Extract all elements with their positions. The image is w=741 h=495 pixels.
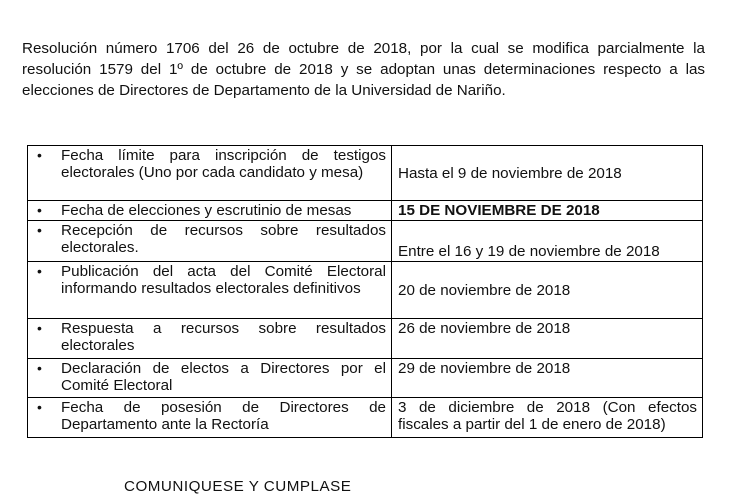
closing-formula: COMUNIQUESE Y CUMPLASE [124,478,352,495]
table-row [28,262,703,319]
activity-text: Respuesta a recursos sobre resultados electorales [61,320,386,354]
activity-text: Fecha límite para inscripción de testigos electorales (Uno por cada candidato y mesa) [61,147,386,181]
table-row [28,221,703,262]
date-cell: 29 de noviembre de 2018 [392,359,703,398]
activity-cell [28,398,392,438]
activity-cell [28,146,392,201]
table-row [28,146,703,201]
activity-cell [28,221,392,262]
bullet-icon: • [37,360,42,376]
table-row [28,359,703,398]
election-schedule-table [27,145,703,438]
activity-text: Declaración de electos a Directores por el Comité Electoral [61,360,386,394]
activity-cell [28,319,392,359]
bullet-icon: • [37,222,42,238]
table-row [28,201,703,221]
table-row [28,398,703,438]
activity-cell [28,201,392,221]
bullet-icon: • [37,263,42,279]
bullet-icon: • [37,147,42,163]
bullet-icon: • [37,399,42,415]
date-cell: Entre el 16 y 19 de noviembre de 2018 [392,221,703,262]
activity-text: Fecha de elecciones y escrutinio de mesas [61,202,352,219]
activity-text: Fecha de posesión de Directores de Departamento ante la Rectoría [61,399,386,433]
bullet-icon: • [37,320,42,336]
activity-text: Recepción de recursos sobre resultados electorales. [61,222,386,256]
date-cell: 3 de diciembre de 2018 (Con efectos fiscales a partir del 1 de enero de 2018) [392,398,703,438]
table-row [28,319,703,359]
date-cell: 26 de noviembre de 2018 [392,319,703,359]
bullet-icon: • [37,202,42,218]
date-cell: Hasta el 9 de noviembre de 2018 [392,146,703,201]
date-cell: 15 DE NOVIEMBRE DE 2018 [392,201,703,221]
activity-cell [28,359,392,398]
resolution-intro-paragraph: Resolución número 1706 del 26 de octubre de 2018, por la cual se modifica parcialmente la resolución 1579 del 1º de octubre de 2018 y se adoptan unas determinaciones respecto a las elecciones de Directores de Departamento de la Universidad de Nariño. [22,40,705,99]
activity-cell [28,262,392,319]
activity-text: Publicación del acta del Comité Electoral informando resultados electorales definitivos [61,263,386,297]
date-cell: 20 de noviembre de 2018 [392,262,703,319]
